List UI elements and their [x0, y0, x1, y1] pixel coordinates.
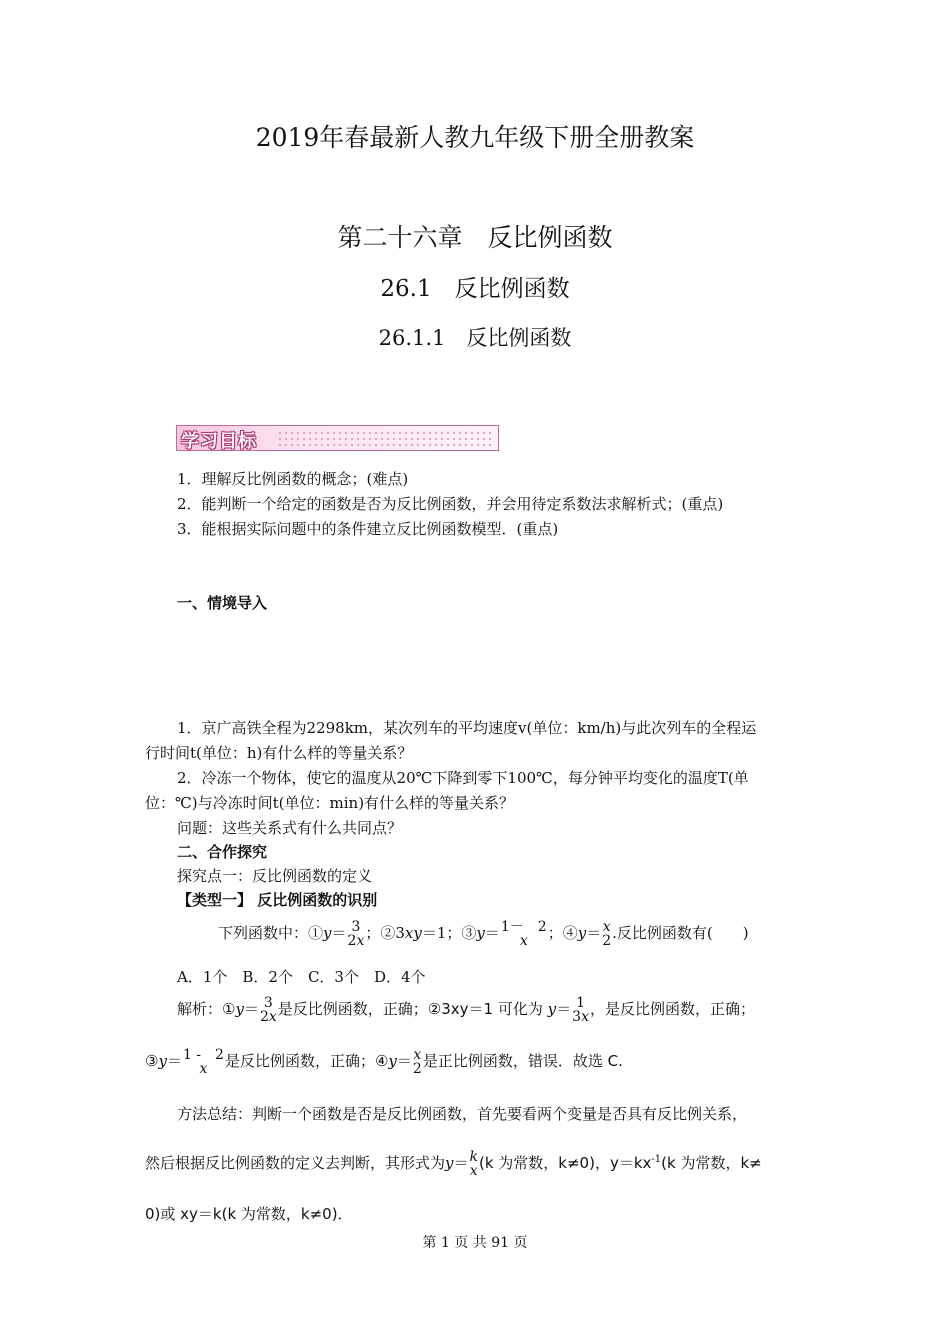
- analysis-text-4: 是正比例函数，错误．故选 C.: [422, 1052, 623, 1070]
- document-title: 2019年春最新人教九年级下册全册教案: [255, 123, 695, 152]
- analysis-fraction-x-over-2: x 2: [412, 1047, 422, 1077]
- intro-q2-line1: 2．冷冻一个物体，使它的温度从20℃下降到零下100℃，每分钟平均变化的温度T(单: [177, 769, 749, 787]
- explore-point-1: 探究点一：反比例函数的定义: [177, 867, 373, 885]
- learning-goals-banner: [176, 425, 499, 451]
- subsection-title: 26.1.1 反比例函数: [378, 326, 572, 350]
- fraction-3-over-2x: 3 2x: [347, 919, 365, 949]
- analysis-text-2: ，是反比例函数，正确；: [589, 1000, 755, 1018]
- type-1-heading: 【类型一】 反比例函数的识别: [177, 891, 378, 909]
- objective-3: 3．能根据实际问题中的条件建立反比例函数模型．(重点): [177, 520, 559, 538]
- intro-q1-line2: 行时间t(单位：h)有什么样的等量关系？: [145, 744, 413, 762]
- problem-suffix: .反比例函数有( ): [612, 924, 749, 942]
- analysis-label: 解析：: [177, 1000, 223, 1018]
- objective-2: 2．能判断一个给定的函数是否为反比例函数，并会用待定系数法求解析式；(重点): [177, 495, 724, 513]
- banner-dot-pattern: [277, 430, 492, 446]
- fraction-x-over-2: x 2: [602, 919, 612, 949]
- summary-text-2a: 然后根据反比例函数的定义去判断，其形式为: [145, 1154, 446, 1172]
- analysis-fraction-3-over-2x: 3 2x: [259, 995, 277, 1025]
- banner-label: 学习目标: [181, 431, 257, 452]
- fraction-1-minus-2-over-x: 1－ 2 x: [500, 919, 547, 949]
- analysis-text-1: 是反比例函数，正确；②3xy＝1 可化为: [277, 1000, 543, 1018]
- section-heading-intro: 一、情境导入: [177, 594, 268, 612]
- method-summary-line-1: 方法总结：判断一个函数是否是反比例函数，首先要看两个变量是否具有反比例关系，: [177, 1105, 748, 1123]
- summary-fraction-k-over-x: k x: [469, 1149, 478, 1179]
- method-summary-line-2: 然后根据反比例函数的定义去判断，其形式为y＝ k x (k 为常数，k≠0)，$y=kx^{-1}(k$ 为常数，k≠: [145, 1149, 762, 1179]
- intro-question: 问题：这些关系式有什么共同点？: [177, 819, 403, 837]
- analysis-text-3: 是反比例函数，正确；④: [224, 1052, 389, 1070]
- analysis-line-2: ③y＝ 1 - 2 x 是反比例函数，正确；④y＝ x 2 是正比例函数，错误．故选 C.: [145, 1047, 623, 1077]
- analysis-fraction-1-minus-2-over-x: 1 - 2 x: [182, 1047, 224, 1077]
- analysis-line-1: 解析：①y＝ 3 2x 是反比例函数，正确；②3xy＝1 可化为 y＝ 1 3x ，是反比例函数，正确；: [177, 995, 755, 1025]
- intro-q1-line1: 1．京广高铁全程为2298km，某次列车的平均速度v(单位：km/h)与此次列车的全程运: [177, 719, 757, 737]
- summary-text-2b: (k 为常数，k≠0)，y＝kx: [479, 1154, 652, 1172]
- method-summary-line-3: 0)或 xy＝k(k 为常数，k≠0)．: [145, 1205, 353, 1223]
- summary-text-2c: (k 为常数，k≠: [661, 1154, 762, 1172]
- analysis-fraction-1-over-3x: 1 3x: [572, 995, 589, 1025]
- answer-options: A．1个 B．2个 C．3个 D．4个: [177, 968, 426, 986]
- objective-1: 1．理解反比例函数的概念；(难点): [177, 470, 409, 488]
- intro-q2-line2: 位：℃)与冷冻时间t(单位：min)有什么样的等量关系？: [145, 794, 515, 812]
- page-footer: 第 1 页 共 91 页: [422, 1235, 528, 1251]
- problem-statement: 下列函数中：①y＝ 3 2x ；②3xy＝1；③y＝ 1－ 2 x ；④y＝ x 2 .反比例函数有( ): [218, 919, 749, 949]
- chapter-title: 第二十六章 反比例函数: [337, 223, 613, 252]
- problem-prefix: 下列函数中：①: [218, 924, 324, 942]
- section-heading-explore: 二、合作探究: [177, 843, 268, 861]
- section-title: 26.1 反比例函数: [380, 276, 570, 302]
